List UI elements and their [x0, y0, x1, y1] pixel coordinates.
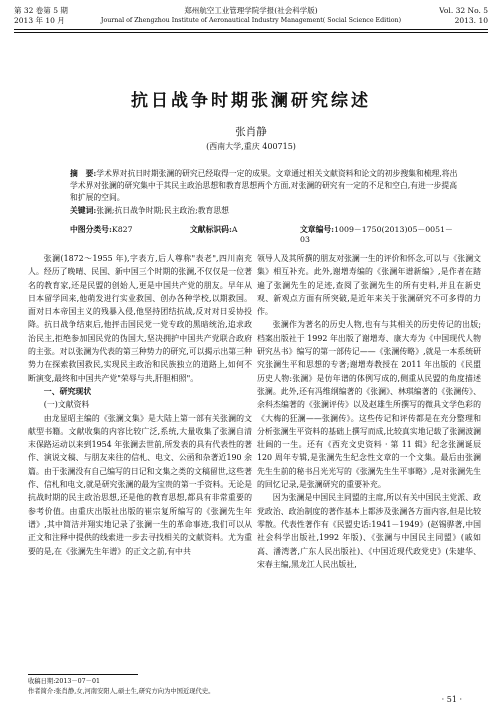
subsection-heading: (一)文献资料	[43, 400, 90, 410]
header-rule-thin	[14, 32, 488, 33]
article-number: 文章编号:1009－1750(2013)05－0051－03	[300, 225, 453, 244]
body-paragraph: 张澜作为著名的历史人物,也有与其相关的历史传记的出版;档案出版社于 1992 年出版了谢增寿、康大寿为《中国现代人物研究丛书》编写的第一部传记——《张澜传略》,就是一本系统研究张澜生平和思想的专著;谢增寿教授在 2011 年出版的《民盟历史人物:张澜》是仿年谱的体例写成的,侧重从民盟的角度描述张澜。此外,还有冯维纲编著的《张澜》、林琪编著的《张澜传》、余科杰编著的《张澜评传》以及赵雄生所撰写的微具文学色彩的《大梅的狂澜——张澜传》。这些传记和评传都是在充分整理和分析张澜生平资料的基础上撰写而成,比较真实地记载了张澜波澜壮阔的一生。还有《西充文史资料 · 第 11 辑》纪念张澜诞辰 120 周年专辑,是张澜先生纪念性文章的一个文集。最后由张澜先生生前的秘书吕光光写的《张澜先生生平事略》,是对张澜先生的回忆记录,是张澜研究的重要补充。	[257, 320, 481, 490]
left-column	[28, 252, 252, 558]
abstract-label: 摘 要:	[70, 169, 97, 178]
right-column	[257, 252, 481, 571]
article-title: 抗日战争时期张澜研究综述	[131, 91, 371, 111]
abstract-text: 学术界对抗日时期张澜的研究已经取得一定的成果。文章通过相关文献资料和论文的初步搜集和梳理,将出学术界对张澜的研究集中于其民主政治思想和教育思想两个方面,对张澜的研究有一定的不足和空白,有进一步提高和扩展的空间。	[70, 169, 458, 203]
journal-name-cn: 郑州航空工业管理学院学报(社会科学版)	[184, 6, 318, 15]
keywords	[70, 205, 460, 217]
running-header	[14, 6, 488, 40]
body-paragraph: 因为张澜是中国民主同盟的主席,所以有关中国民主党派、政党政治、政治制度的著作基本上都涉及张澜各方面内容,但是比较零散。代表性著作有《民盟史话:1941－1949》(赵锡骅著,中国社会科学出版社,1992 年版)、《张澜与中国民主同盟》(戚如高、潘湾著,广东人民出版社)、《中国近现代政党史》(朱建华、宋春主编,黑龙江人民出版社,	[257, 493, 481, 569]
volume-issue: 第 32 卷第 5 期	[14, 6, 68, 15]
document-code: 文献标识码:A	[190, 225, 238, 234]
classification-row	[70, 224, 460, 244]
header-rule-thick	[14, 29, 488, 30]
page-number: · 51 ·	[441, 695, 462, 704]
intro-paragraph: 张澜(1872～1955 年),字表方,后人尊称"表老",四川南充人。经历了晚晴、民国、新中国三个时期的张澜,不仅仅是一位著名的教育家,还是民盟的创始人,更是中国共产党的朋友。早年从日本留学回来,他萌发进行实业救国、创办各种学校,以期救国。面对日本帝国主义的残暴入侵,他坚持团结抗战,反对对日妥协投降。抗日战争结束后,他抨击国民党一党专政的黑暗统治,追求政治民主,拒绝参加国民党的伪国大,坚决拥护中国共产党联合政府的主张。对以张澜为代表的第三种势力的研究,可以揭示出第三种势力在探索救国救民,实现民主政治和民族独立的道路上,如何不断演变,最终和中国共产党"荣辱与共,肝胆相照"。	[28, 254, 252, 383]
article-author: 张肖静	[235, 126, 267, 138]
date-en: 2013. 10	[454, 16, 488, 25]
footnote	[28, 677, 214, 697]
abstract	[70, 168, 460, 205]
volume-en: Vol. 32 No. 5	[439, 6, 488, 15]
abstract-block	[70, 168, 460, 217]
section-heading: 一、研究现状	[43, 386, 92, 396]
header-center	[14, 6, 488, 26]
header-date: 2013 年 10 月	[14, 16, 65, 25]
header-right	[439, 6, 488, 26]
received-date: 收稿日期:2013－07－01	[28, 678, 100, 685]
footnote-rule	[28, 674, 138, 675]
author-bio: 作者简介:张肖静,女,河南安阳人,硕士生,研究方向为中国近现代史。	[28, 688, 215, 695]
body-paragraph: 由龙显昭主编的《张澜文集》是大陆上第一部有关张澜的文献型书籍。文献收集的内容比较广泛,系统,大量收集了张澜自清末保路运动以来到1954 年张澜去世前,所发表的具有代表性的著作、演说文稿、与朋友来往的信札、电文、公函和杂著近190 余篇。由于张澜没有自己编写的日记和文集之类的文稿留世,这些著作、信札和电文,就是研究张澜的最为宝贵的第一手资料。无论是抗战时期的民主政治思想,还是他的教育思想,都具有非常重要的参考价值。由重庆出版社出版的崔宗复所编写的《张澜先生年谱》,其中简洁并翔实地记录了张澜一生的革命事迹,我们可以从正文和注释中提供的线索进一步去寻找相关的文献资料。尤为重要的是,在《张澜先生年谱》的正文之前,有中共	[28, 413, 252, 556]
clc-number: 中图分类号:K827	[70, 225, 133, 234]
keywords-text: 张澜;抗日战争时期;民主政治;教育思想	[96, 205, 229, 215]
body-paragraph: 领导人及其所撰的朋友对张澜一生的评价和怀念,可以与《张澜文集》相互补充。此外,谢增寿编的《张澜年谱新编》,是作者在踏遍了张澜先生的足迹,查阅了张澜先生的所有史料,并且在新史观、新观点方面有所突破,是近年来关于张澜研究不可多得的力作。	[257, 254, 481, 317]
author-affiliation: (西南大学,重庆 400715)	[206, 142, 296, 151]
keywords-label: 关键词:	[70, 205, 97, 215]
journal-name-en: Journal of Zhengzhou Institute of Aeronautical Industry Management( Social Science Edition)	[100, 17, 402, 24]
